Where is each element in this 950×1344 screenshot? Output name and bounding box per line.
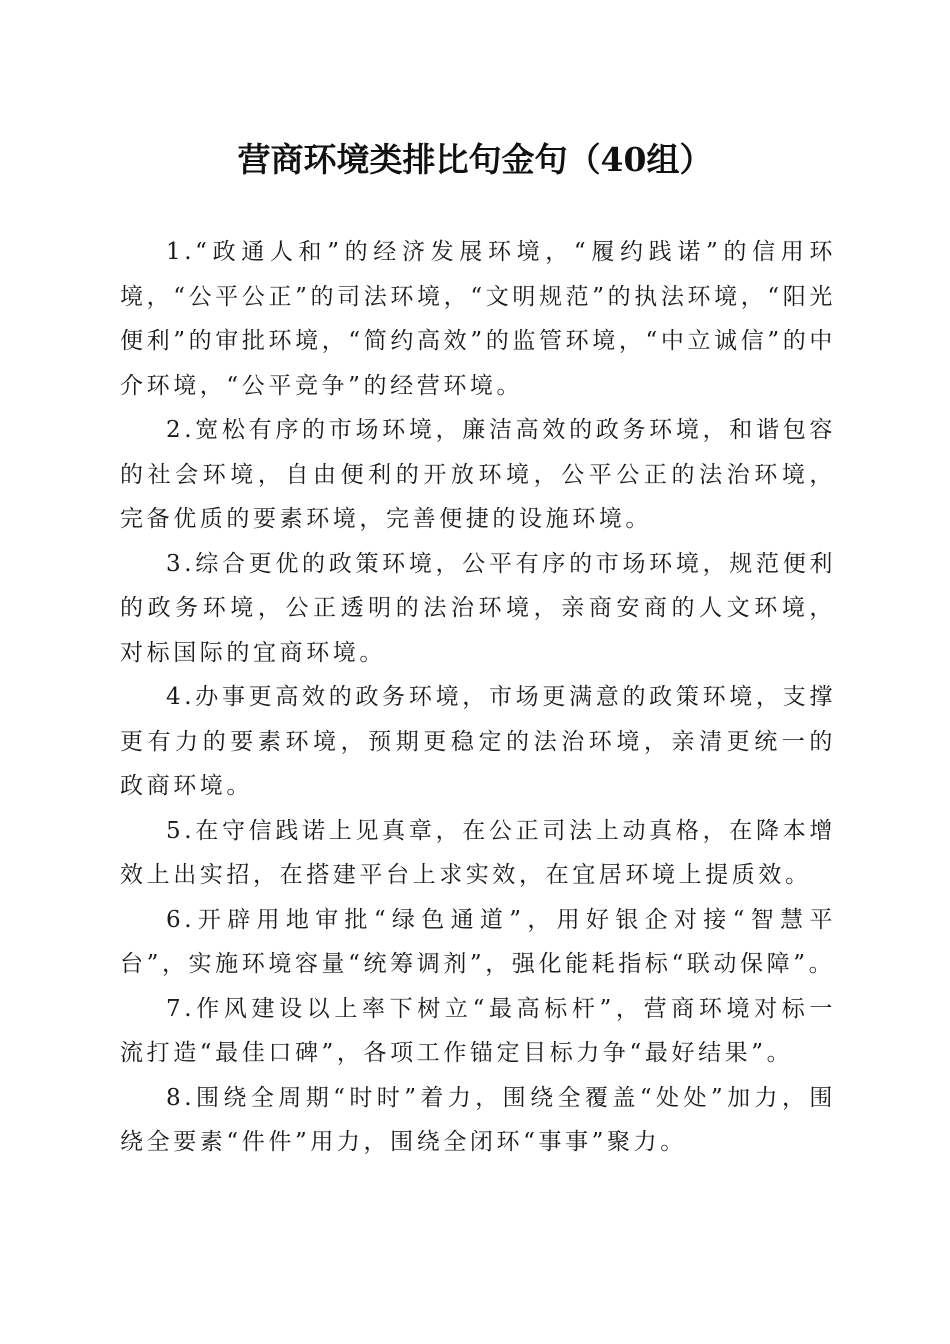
document-body xyxy=(120,230,836,1165)
paragraph-7: 7.作风建设以上率下树立“最高标杆”，营商环境对标一流打造“最佳口碑”，各项工作锚定目标力争“最好结果”。 xyxy=(120,995,836,1066)
document-title: 营商环境类排比句金句（40组） xyxy=(237,140,713,179)
paragraph-8: 8.围绕全周期“时时”着力，围绕全覆盖“处处”加力，围绕全要素“件件”用力，围绕全闭环“事事”聚力。 xyxy=(120,1084,836,1155)
paragraph-1: 1.“政通人和”的经济发展环境，“履约践诺”的信用环境，“公平公正”的司法环境，“文明规范”的执法环境，“阳光便利”的审批环境，“简约高效”的监管环境，“中立诚信”的中介环境，“公平竞争”的经营环境。 xyxy=(120,239,836,399)
paragraph-6: 6.开辟用地审批“绿色通道”，用好银企对接“智慧平台”，实施环境容量“统筹调剂”，强化能耗指标“联动保障”。 xyxy=(120,906,836,977)
paragraph-5: 5.在守信践诺上见真章，在公正司法上动真格，在降本增效上出实招，在搭建平台上求实效，在宜居环境上提质效。 xyxy=(120,817,836,888)
paragraph-4: 4.办事更高效的政务环境，市场更满意的政策环境，支撑更有力的要素环境，预期更稳定的法治环境，亲清更统一的政商环境。 xyxy=(120,684,836,799)
paragraph-3: 3.综合更优的政策环境，公平有序的市场环境，规范便利的政务环境，公正透明的法治环境，亲商安商的人文环境，对标国际的宜商环境。 xyxy=(120,550,836,666)
paragraph-2: 2.宽松有序的市场环境，廉洁高效的政务环境，和谐包容的社会环境，自由便利的开放环境，公平公正的法治环境，完备优质的要素环境，完善便捷的设施环境。 xyxy=(120,417,836,532)
